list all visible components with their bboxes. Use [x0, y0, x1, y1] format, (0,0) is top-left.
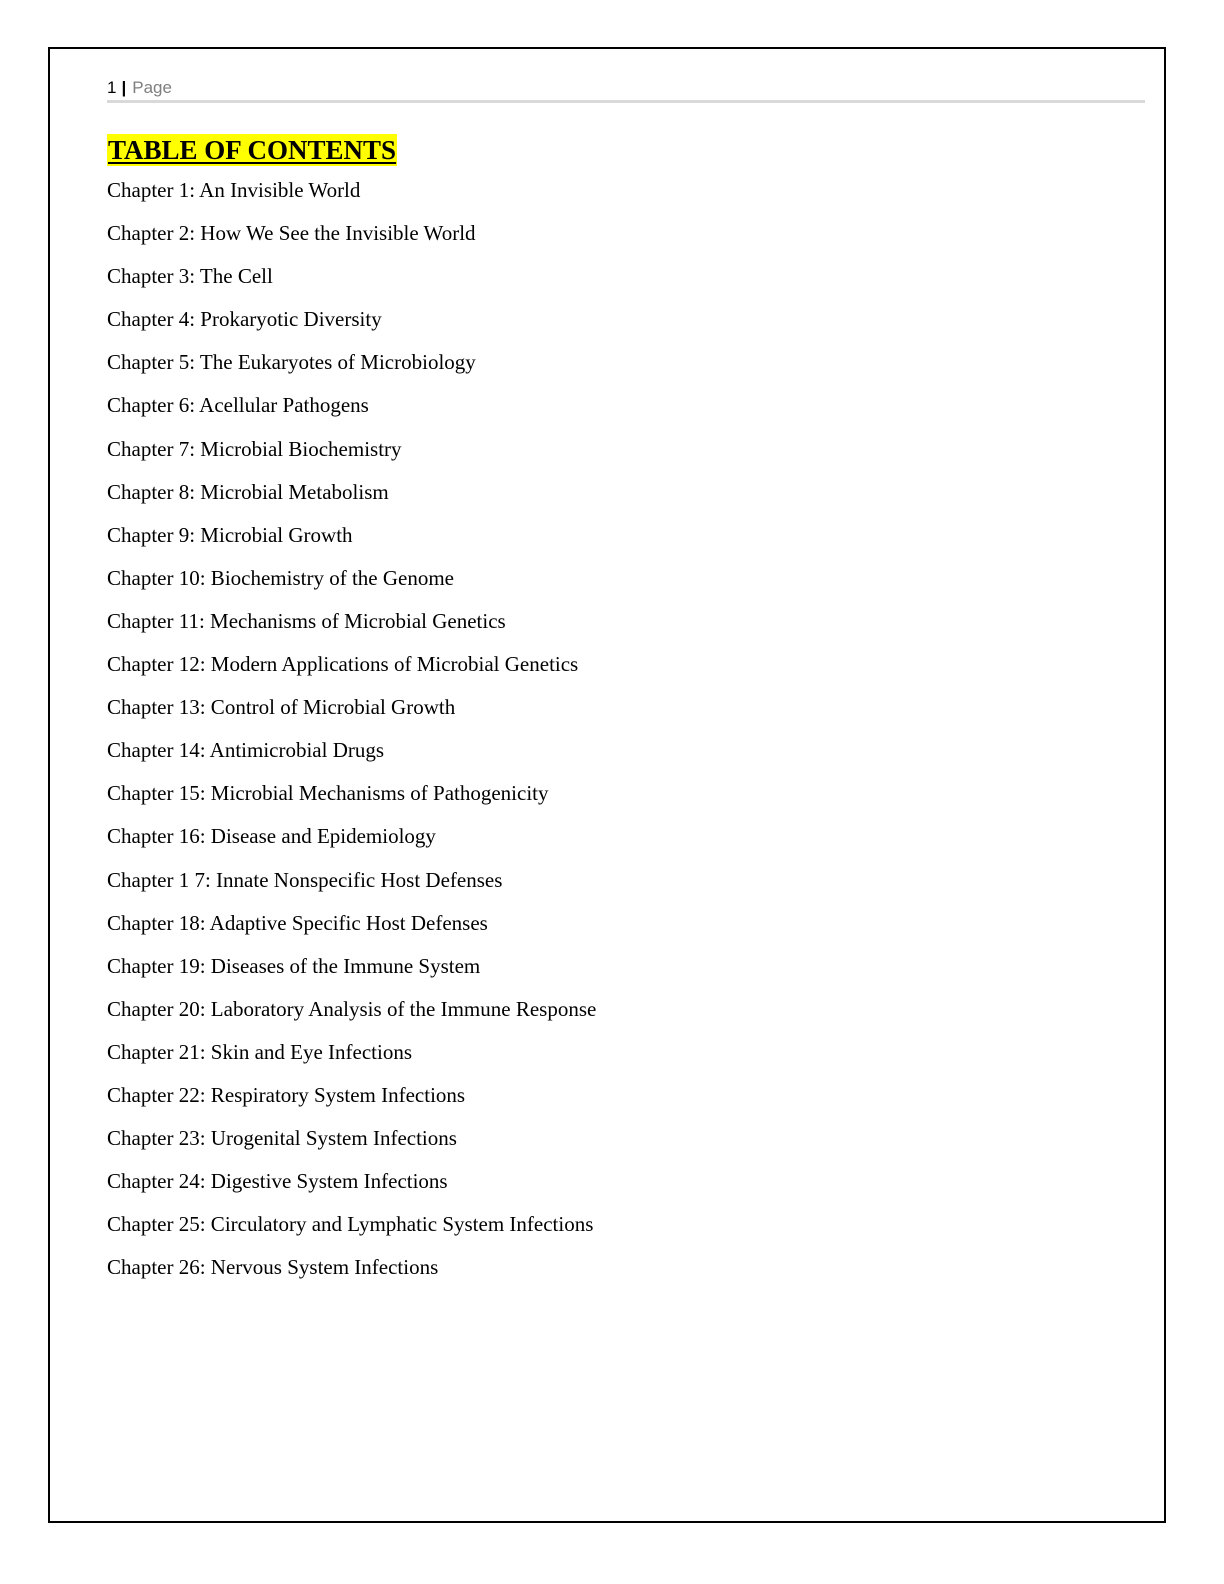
page-label: Page [132, 78, 172, 97]
toc-entry: Chapter 5: The Eukaryotes of Microbiology [107, 350, 476, 375]
toc-entry: Chapter 1 7: Innate Nonspecific Host Defenses [107, 867, 503, 892]
page-header [107, 76, 1145, 103]
toc-entry: Chapter 2: How We See the Invisible World [107, 221, 476, 246]
page-number: 1 [107, 78, 117, 97]
toc-entry: Chapter 13: Control of Microbial Growth [107, 695, 456, 720]
toc-entry: Chapter 6: Acellular Pathogens [107, 393, 369, 418]
toc-entry: Chapter 3: The Cell [107, 264, 273, 289]
toc-entry: Chapter 20: Laboratory Analysis of the Immune Response [107, 996, 597, 1021]
toc-entry: Chapter 16: Disease and Epidemiology [107, 824, 436, 849]
toc-entry: Chapter 21: Skin and Eye Infections [107, 1039, 413, 1064]
toc-entry: Chapter 19: Diseases of the Immune System [107, 953, 481, 978]
toc-entry: Chapter 18: Adaptive Specific Host Defenses [107, 910, 488, 935]
toc-title: TABLE OF CONTENTS [108, 135, 397, 165]
toc-entry: Chapter 15: Microbial Mechanisms of Pathogenicity [107, 781, 549, 806]
toc-entry: Chapter 8: Microbial Metabolism [107, 479, 389, 504]
page-separator: | [121, 78, 127, 97]
toc-entry: Chapter 12: Modern Applications of Microbial Genetics [107, 652, 579, 677]
toc-entry: Chapter 25: Circulatory and Lymphatic System Infections [107, 1212, 594, 1237]
toc-entry: Chapter 7: Microbial Biochemistry [107, 436, 402, 461]
toc-entry: Chapter 14: Antimicrobial Drugs [107, 738, 385, 763]
toc-entry: Chapter 4: Prokaryotic Diversity [107, 307, 382, 332]
toc-list [107, 175, 596, 1295]
toc-entry: Chapter 1: An Invisible World [107, 178, 361, 202]
toc-entry: Chapter 11: Mechanisms of Microbial Genetics [107, 608, 506, 633]
toc-entry: Chapter 23: Urogenital System Infections [107, 1126, 457, 1151]
toc-entry: Chapter 26: Nervous System Infections [107, 1255, 439, 1280]
toc-entry: Chapter 24: Digestive System Infections [107, 1169, 448, 1194]
toc-entry: Chapter 9: Microbial Growth [107, 522, 353, 547]
toc-entry: Chapter 10: Biochemistry of the Genome [107, 565, 455, 590]
toc-entry: Chapter 22: Respiratory System Infections [107, 1082, 466, 1107]
